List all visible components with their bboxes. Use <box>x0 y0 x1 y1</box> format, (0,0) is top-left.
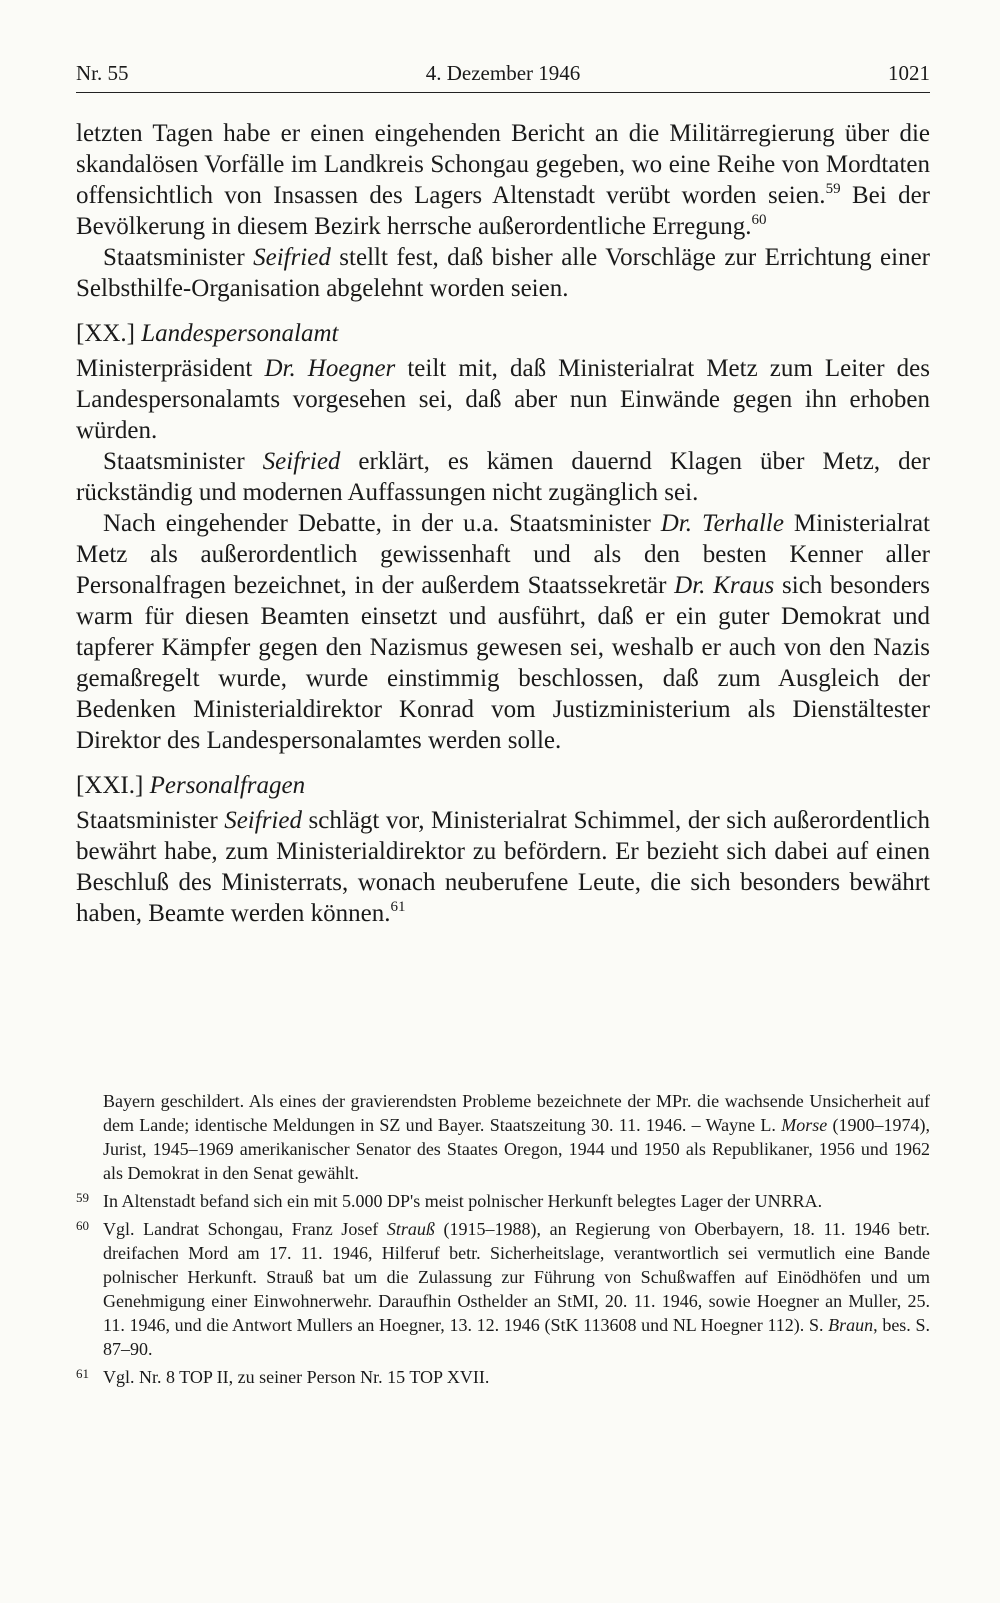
footnote-61 <box>76 1365 930 1389</box>
speaker-name: Seifried <box>224 807 302 834</box>
footnotes <box>76 1089 930 1389</box>
footnote-ref-61: 61 <box>390 898 406 915</box>
speaker-name: Dr. Kraus <box>674 572 775 599</box>
paragraph-1: letzten Tagen habe er einen eingehenden Bericht an die Militärregierung über die skandalösen Vorfälle im Landkreis Schongau gegeben, wo eine Reihe von Mordtaten offensichtlich von Insassen des Lagers Altenstadt verübt worden seien.$^{59}$ Bei der Bevölkerung in diesem Bezirk herrsche außerordentliche Erregung.$^{60}$ <box>76 120 930 240</box>
speaker-name: Seifried <box>253 244 331 271</box>
footnote-text: Vgl. Landrat Schongau, Franz Josef Strauß (1915–1988), an Regierung von Oberbayern, 18. 11. 1946 betr. dreifachen Mord am 17. 11. 1946, Hilferuf betr. Sicherheitslage, verantwortlich sei vermutlich eine Bande polnischer Herkunft. Strauß bat um die Zulassung zur Führung von Schußwaffen auf Einödhöfen und um Genehmigung einer Einwohnerwehr. Daraufhin Osthelder an StMI, 20. 11. 1946, sowie Hoegner an Muller, 25. 11. 1946, und die Antwort Mullers an Hoegner, 13. 12. 1946 (StK 113608 und NL Hoegner 112). S. Braun, bes. S. 87–90. <box>103 1219 930 1359</box>
speaker-name: Seifried <box>262 448 341 475</box>
issue-number: Nr. 55 <box>76 61 129 85</box>
header-date: 4. Dezember 1946 <box>425 61 581 85</box>
paragraph-6: Staatsminister Seifried schlägt vor, Ministerialrat Schimmel, der sich außerordentlich bewährt habe, zum Ministerialdirektor zu befördern. Er bezieht sich dabei auf einen Beschluß des Ministerrats, wonach neuberufene Leute, die sich besonders bewährt haben, Beamte werden können.$^{61}$ <box>76 807 930 927</box>
section-heading-xx: [XX.] Landespersonalamt <box>76 320 339 347</box>
section-heading-xxi: [XXI.] Personalfragen <box>76 772 306 799</box>
footnote-number: 59 <box>76 1190 89 1205</box>
page-header <box>76 58 930 93</box>
main-text <box>76 118 930 929</box>
footnote-59 <box>76 1189 930 1213</box>
footnote-text: In Altenstadt befand sich ein mit 5.000 DP's meist polnischer Herkunft belegtes Lager der UNRRA. <box>103 1191 823 1211</box>
speaker-name: Dr. Terhalle <box>660 510 784 537</box>
paragraph-3: Ministerpräsident Dr. Hoegner teilt mit, daß Ministerialrat Metz zum Leiter des Landespersonalamts vorgesehen sei, daß aber nun Einwände gegen ihn erhoben würden. <box>76 355 930 444</box>
paragraph-2: Staatsminister Seifried stellt fest, daß bisher alle Vorschläge zur Errichtung einer Selbsthilfe-Organisation abgelehnt worden seien. <box>76 244 930 302</box>
footnote-text: Vgl. Nr. 8 TOP II, zu seiner Person Nr. 15 TOP XVII. <box>103 1367 490 1387</box>
paragraph-4: Staatsminister Seifried erklärt, es kämen dauernd Klagen über Metz, der rückständig und modernen Auffassungen nicht zugänglich sei. <box>76 448 930 506</box>
footnote-number: 61 <box>76 1366 89 1381</box>
page-number: 1021 <box>888 61 930 85</box>
footnote-ref-59: 59 <box>825 180 841 197</box>
footnote-number: 60 <box>76 1218 89 1233</box>
speaker-name: Dr. Hoegner <box>264 355 396 382</box>
footnote-ref-60: 60 <box>751 211 767 228</box>
paragraph-5: Nach eingehender Debatte, in der u.a. Staatsminister Dr. Terhalle Ministerialrat Metz als außerordentlich gewissenhaft und als den besten Kenner aller Personalfragen bezeichnet, in der außerdem Staatssekretär Dr. Kraus sich besonders warm für diesen Beamten einsetzt und ausführt, daß er ein guter Demokrat und tapferer Kämpfer gegen den Nazismus gewesen sei, weshalb er auch von den Nazis gemaßregelt wurde, wurde einstimmig beschlossen, daß zum Ausgleich der Bedenken Ministerialdirektor Konrad vom Justizministerium als Dienstältester Direktor des Landespersonalamtes werden solle. <box>76 510 930 754</box>
footnote-60 <box>76 1217 930 1361</box>
footnote-continuation: Bayern geschildert. Als eines der gravierendsten Probleme bezeichnete der MPr. die wachsende Unsicherheit auf dem Lande; identische Meldungen in SZ und Bayer. Staatszeitung 30. 11. 1946. – Wayne L. Morse (1900–1974), Jurist, 1945–1969 amerikanischer Senator des Staates Oregon, 1944 und 1950 als Republikaner, 1956 und 1962 als Demokrat in den Senat gewählt. <box>103 1091 930 1183</box>
